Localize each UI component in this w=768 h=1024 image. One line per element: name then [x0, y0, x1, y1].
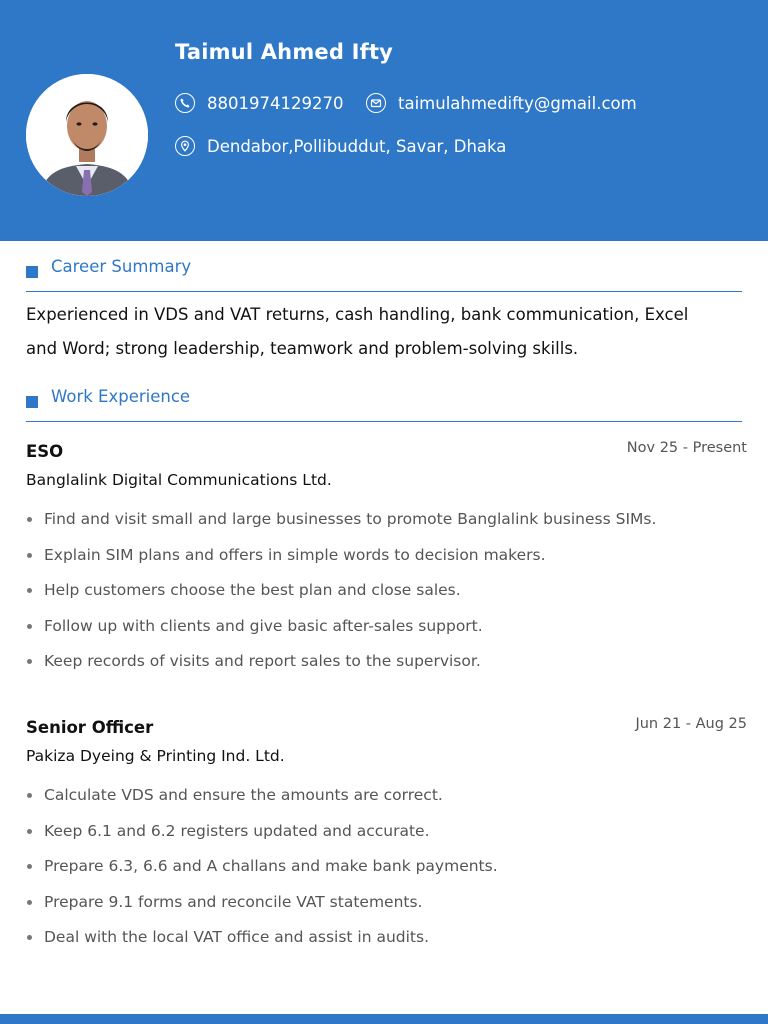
- job-duties-list: [26, 783, 746, 961]
- career-summary-text: [26, 298, 751, 366]
- summary-line: Experienced in VDS and VAT returns, cash handling, bank communication, Excel: [26, 305, 689, 324]
- list-item: Find and visit small and large businesses to promote Banglalink business SIMs.: [26, 507, 746, 543]
- section-marker-icon: [26, 266, 38, 278]
- footer-bar: [0, 1014, 768, 1024]
- email-contact: [366, 93, 637, 113]
- phone-number: 8801974129270: [207, 93, 344, 113]
- list-item: Prepare 6.3, 6.6 and A challans and make bank payments.: [26, 854, 746, 890]
- section-marker-icon: [26, 396, 38, 408]
- home-address: Dendabor,Pollibuddut, Savar, Dhaka: [207, 136, 507, 156]
- email-address: taimulahmedifty@gmail.com: [398, 93, 637, 113]
- list-item: Explain SIM plans and offers in simple words to decision makers.: [26, 543, 746, 579]
- resume-header: [0, 0, 768, 241]
- phone-contact: [175, 93, 343, 113]
- section-title: Career Summary: [51, 257, 192, 276]
- section-title: Work Experience: [51, 387, 191, 406]
- phone-icon: [175, 93, 195, 113]
- list-item: Deal with the local VAT office and assist in audits.: [26, 925, 746, 961]
- job-duties-list: [26, 507, 746, 685]
- list-item: Keep 6.1 and 6.2 registers updated and accurate.: [26, 819, 746, 855]
- list-item: Calculate VDS and ensure the amounts are correct.: [26, 783, 746, 819]
- location-icon: [175, 136, 195, 156]
- job-dates: Nov 25 - Present: [626, 440, 747, 456]
- address-contact: [175, 136, 506, 156]
- company-name: Pakiza Dyeing & Printing Ind. Ltd.: [26, 747, 285, 765]
- profile-photo: [26, 74, 148, 196]
- job-dates: Jun 21 - Aug 25: [635, 716, 747, 732]
- summary-line: and Word; strong leadership, teamwork and problem-solving skills.: [26, 339, 579, 358]
- list-item: Help customers choose the best plan and close sales.: [26, 578, 746, 614]
- list-item: Keep records of visits and report sales to the supervisor.: [26, 649, 746, 685]
- company-name: Banglalink Digital Communications Ltd.: [26, 471, 332, 489]
- job-title: ESO: [26, 442, 64, 461]
- list-item: Follow up with clients and give basic after-sales support.: [26, 614, 746, 650]
- email-icon: [366, 93, 386, 113]
- list-item: Prepare 9.1 forms and reconcile VAT statements.: [26, 890, 746, 926]
- work-experience-heading: [26, 385, 742, 422]
- job-title: Senior Officer: [26, 718, 154, 737]
- profile-photo-illustration: [26, 74, 148, 196]
- career-summary-heading: [26, 255, 742, 292]
- candidate-name: Taimul Ahmed Ifty: [175, 40, 394, 64]
